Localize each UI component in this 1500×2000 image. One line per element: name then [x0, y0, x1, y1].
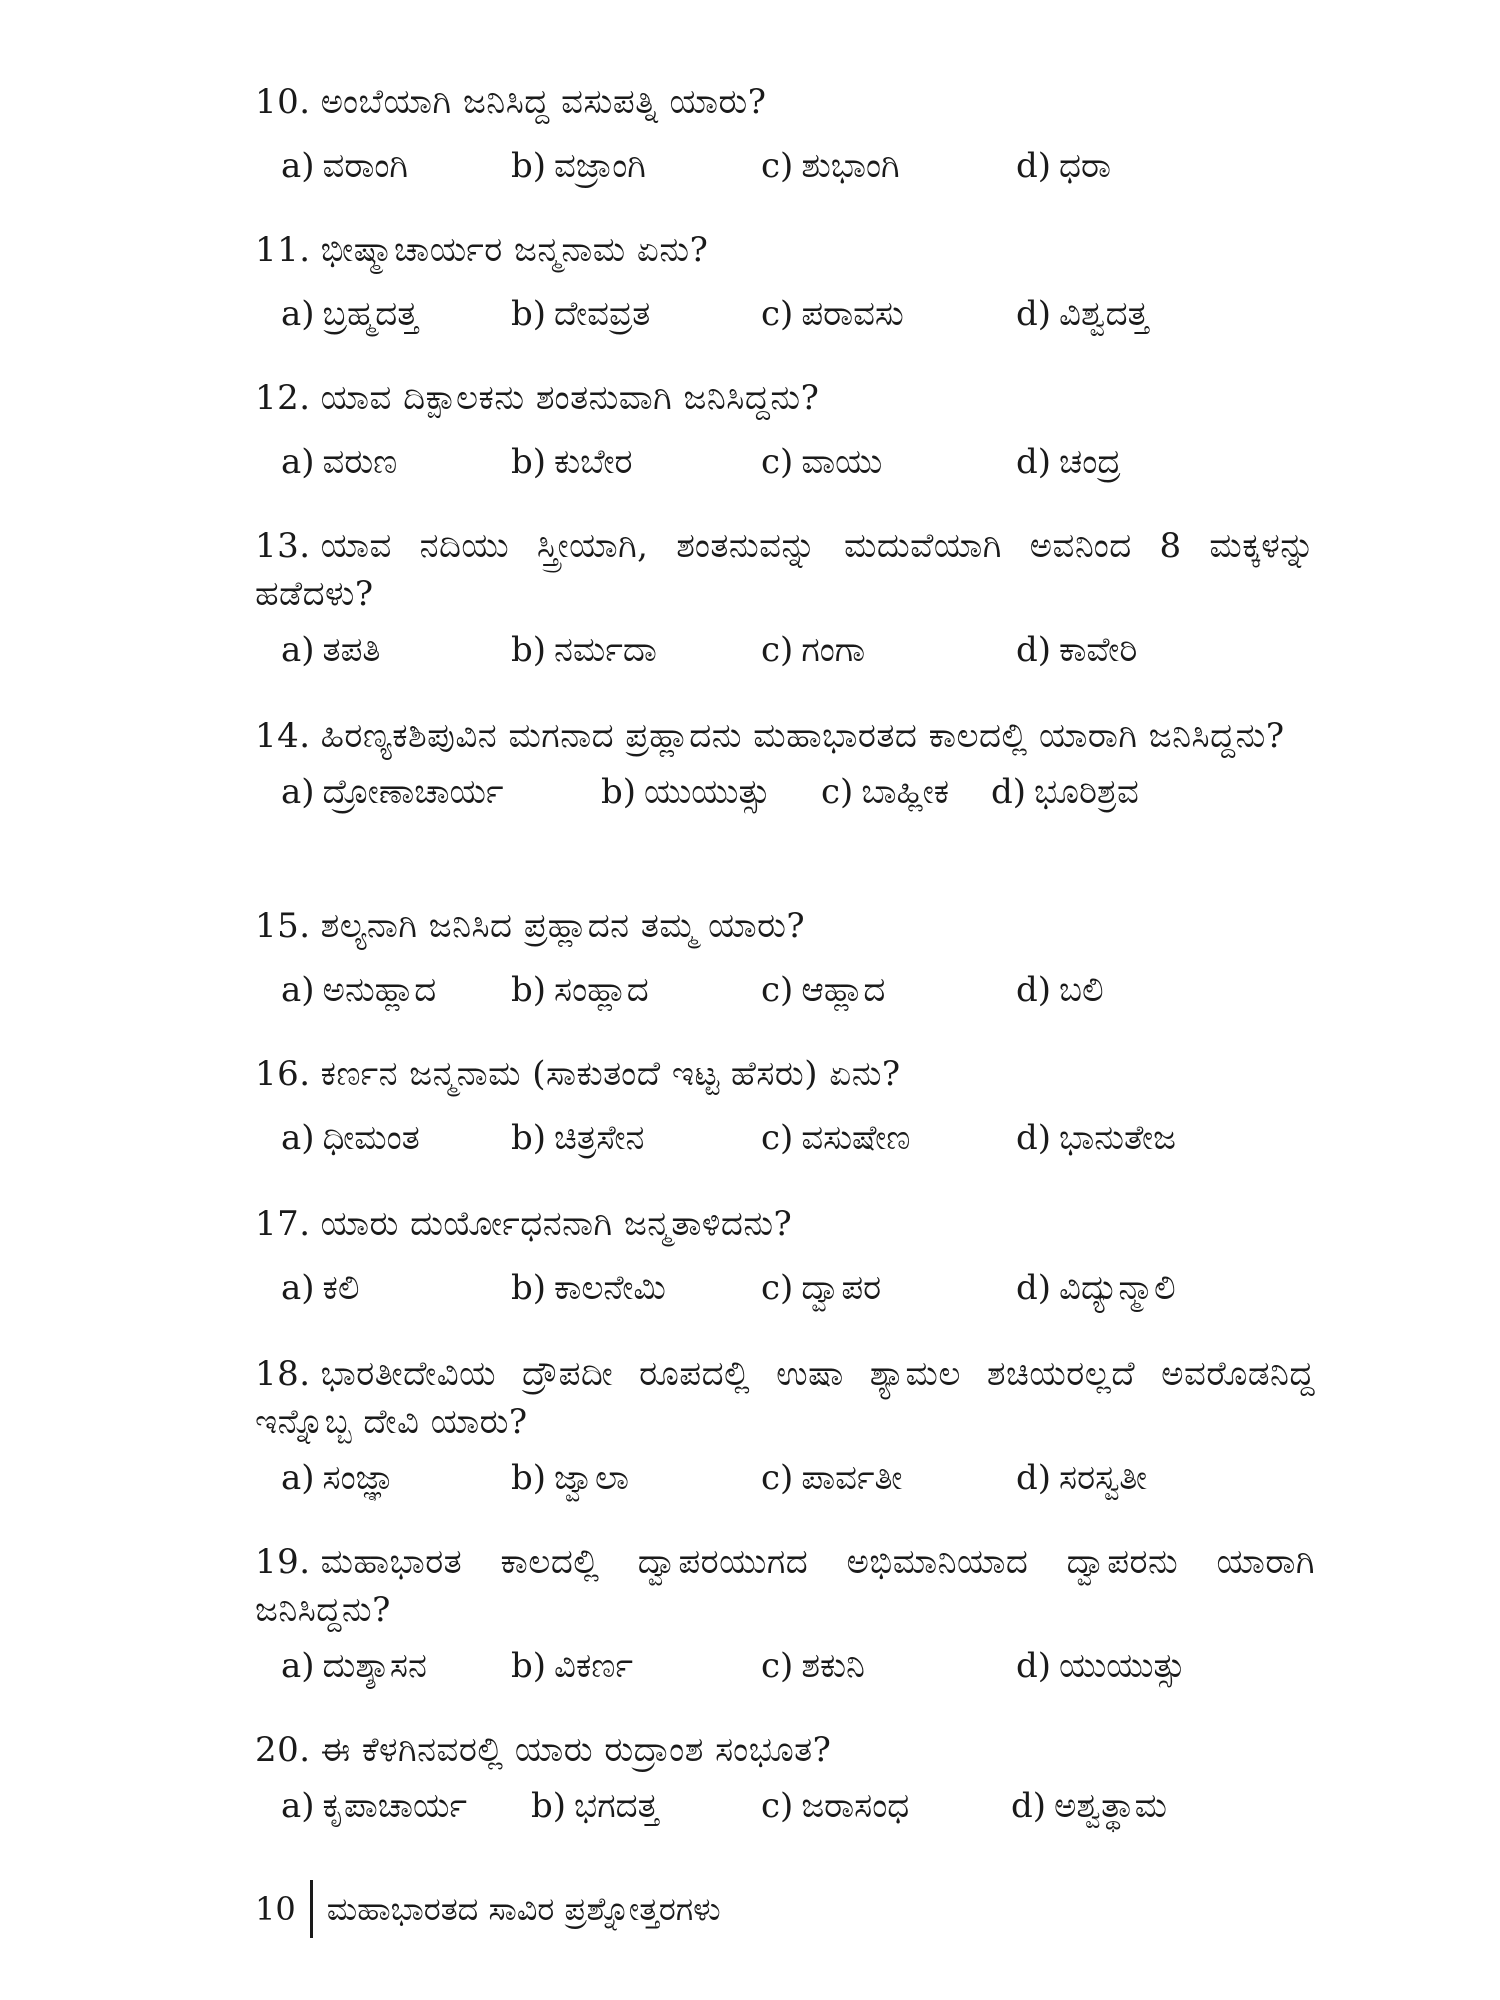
option-c: c) ಆಹ್ಲಾದ: [761, 970, 886, 1010]
question-number: 10.: [255, 82, 311, 122]
question-body: ಮಹಾಭಾರತ ಕಾಲದಲ್ಲಿ ದ್ವಾಪರಯುಗದ ಅಭಿಮಾನಿಯಾದ ದ್ವಾಪರನು ಯಾರಾಗಿ ಜನಿಸಿದ್ದನು?: [255, 1542, 1315, 1630]
option-b: b) ನರ್ಮದಾ: [511, 630, 657, 670]
question-19: [255, 1538, 1315, 1688]
option-d: d) ವಿಶ್ವದತ್ತ: [1016, 294, 1149, 334]
option-b: b) ಕುಬೇರ: [511, 442, 633, 482]
option-d: d) ಭೂರಿಶ್ರವ: [991, 772, 1139, 812]
page-footer: [255, 1880, 721, 1938]
option-a: a) ದ್ರೋಣಾಚಾರ್ಯ: [281, 772, 504, 812]
question-11: [255, 226, 1315, 336]
options-row: [255, 770, 1315, 814]
question-body: ಯಾವ ದಿಕ್ಪಾಲಕನು ಶಂತನುವಾಗಿ ಜನಿಸಿದ್ದನು?: [320, 378, 820, 418]
option-c: c) ವಸುಷೇಣ: [761, 1118, 911, 1158]
question-number: 17.: [255, 1204, 311, 1244]
options-row: [255, 628, 1315, 672]
question-body: ಅಂಬೆಯಾಗಿ ಜನಿಸಿದ್ದ ವಸುಪತ್ನಿ ಯಾರು?: [320, 82, 767, 122]
options-row: [255, 1266, 1315, 1310]
question-number: 16.: [255, 1054, 311, 1094]
option-b: b) ಜ್ವಾಲಾ: [511, 1458, 630, 1498]
question-text: [255, 712, 1315, 760]
option-a: a) ಕಲಿ: [281, 1268, 360, 1308]
option-c: c) ಶುಭಾಂಗಿ: [761, 146, 900, 186]
question-text: [255, 78, 1315, 126]
options-row: [255, 1116, 1315, 1160]
question-20: [255, 1726, 1315, 1828]
option-b: b) ಯುಯುತ್ಸು: [601, 772, 771, 812]
option-b: b) ವಿಕರ್ಣ: [511, 1646, 633, 1686]
options-row: [255, 440, 1315, 484]
question-17: [255, 1200, 1315, 1310]
option-c: c) ಪಾರ್ವತೀ: [761, 1458, 903, 1498]
option-b: b) ಚಿತ್ರಸೇನ: [511, 1118, 645, 1158]
option-c: c) ದ್ವಾಪರ: [761, 1268, 882, 1308]
option-d: d) ಭಾನುತೇಜ: [1016, 1118, 1176, 1158]
question-number: 12.: [255, 378, 311, 418]
option-d: d) ಅಶ್ವತ್ಥಾಮ: [1011, 1786, 1167, 1826]
question-12: [255, 374, 1315, 484]
question-number: 11.: [255, 230, 311, 270]
question-16: [255, 1050, 1315, 1160]
options-row: [255, 1456, 1315, 1500]
question-text: [255, 1350, 1315, 1446]
question-number: 18.: [255, 1354, 311, 1394]
option-b: b) ಸಂಹ್ಲಾದ: [511, 970, 649, 1010]
question-number: 20.: [255, 1730, 311, 1770]
option-d: d) ಬಲಿ: [1016, 970, 1104, 1010]
question-text: [255, 1726, 1315, 1774]
option-a: a) ಧೀಮಂತ: [281, 1118, 420, 1158]
question-text: [255, 1200, 1315, 1248]
question-number: 19.: [255, 1542, 311, 1582]
question-body: ಯಾರು ದುರ್ಯೋಧನನಾಗಿ ಜನ್ಮತಾಳಿದನು?: [320, 1204, 793, 1244]
question-text: [255, 1538, 1315, 1634]
question-text: [255, 902, 1315, 950]
page-number: 10: [255, 1890, 296, 1928]
question-body: ಈ ಕೆಳಗಿನವರಲ್ಲಿ ಯಾರು ರುದ್ರಾಂಶ ಸಂಭೂತ?: [320, 1730, 832, 1770]
question-body: ಯಾವ ನದಿಯು ಸ್ತ್ರೀಯಾಗಿ, ಶಂತನುವನ್ನು ಮದುವೆಯಾಗಿ ಅವನಿಂದ 8 ಮಕ್ಕಳನ್ನು ಹಡೆದಳು?: [255, 526, 1315, 614]
option-b: b) ವಜ್ರಾಂಗಿ: [511, 146, 646, 186]
option-a: a) ತಪತಿ: [281, 630, 381, 670]
option-d: d) ವಿದ್ಯುನ್ಮಾಲಿ: [1016, 1268, 1176, 1308]
option-a: a) ಕೃಪಾಚಾರ್ಯ: [281, 1786, 468, 1826]
option-c: c) ಗಂಗಾ: [761, 630, 866, 670]
question-13: [255, 522, 1315, 672]
options-row: [255, 1784, 1315, 1828]
option-a: a) ವರಾಂಗಿ: [281, 146, 409, 186]
footer-divider: [310, 1880, 313, 1938]
option-a: a) ಸಂಜ್ಞಾ: [281, 1458, 396, 1498]
option-d: d) ಕಾವೇರಿ: [1016, 630, 1138, 670]
question-body: ಶಲ್ಯನಾಗಿ ಜನಿಸಿದ ಪ್ರಹ್ಲಾದನ ತಮ್ಮ ಯಾರು?: [320, 906, 806, 946]
options-row: [255, 144, 1315, 188]
option-c: c) ಬಾಹ್ಲೀಕ: [821, 772, 950, 812]
question-body: ಹಿರಣ್ಯಕಶಿಪುವಿನ ಮಗನಾದ ಪ್ರಹ್ಲಾದನು ಮಹಾಭಾರತದ ಕಾಲದಲ್ಲಿ ಯಾರಾಗಿ ಜನಿಸಿದ್ದನು?: [320, 716, 1285, 756]
option-a: a) ಅನುಹ್ಲಾದ: [281, 970, 437, 1010]
option-a: a) ದುಶ್ಶಾಸನ: [281, 1646, 427, 1686]
option-d: d) ಧರಾ: [1016, 146, 1111, 186]
question-number: 13.: [255, 526, 311, 566]
question-15: [255, 902, 1315, 1012]
question-number: 14.: [255, 716, 311, 756]
options-row: [255, 968, 1315, 1012]
option-b: b) ಕಾಲನೇಮಿ: [511, 1268, 666, 1308]
option-d: d) ಚಂದ್ರ: [1016, 442, 1121, 482]
question-10: [255, 78, 1315, 188]
question-body: ಭೀಷ್ಮಾಚಾರ್ಯರ ಜನ್ಮನಾಮ ಏನು?: [320, 230, 709, 270]
question-text: [255, 226, 1315, 274]
options-row: [255, 1644, 1315, 1688]
question-number: 15.: [255, 906, 311, 946]
running-title: ಮಹಾಭಾರತದ ಸಾವಿರ ಪ್ರಶ್ನೋತ್ತರಗಳು: [326, 1889, 721, 1928]
option-a: a) ಬ್ರಹ್ಮದತ್ತ: [281, 294, 419, 334]
option-b: b) ದೇವವ್ರತ: [511, 294, 651, 334]
option-a: a) ವರುಣ: [281, 442, 398, 482]
option-c: c) ಪರಾವಸು: [761, 294, 904, 334]
option-d: d) ಸರಸ್ವತೀ: [1016, 1458, 1148, 1498]
option-d: d) ಯುಯುತ್ಸು: [1016, 1646, 1186, 1686]
question-body: ಭಾರತೀದೇವಿಯ ದ್ರೌಪದೀ ರೂಪದಲ್ಲಿ ಉಷಾ ಶ್ಯಾಮಲ ಶಚಿಯರಲ್ಲದೆ ಅವರೊಡನಿದ್ದ ಇನ್ನೊಬ್ಬ ದೇವಿ ಯಾರು?: [255, 1354, 1315, 1442]
question-body: ಕರ್ಣನ ಜನ್ಮನಾಮ (ಸಾಕುತಂದೆ ಇಟ್ಟ ಹೆಸರು) ಏನು?: [320, 1054, 901, 1094]
question-text: [255, 522, 1315, 618]
option-c: c) ಜರಾಸಂಧ: [761, 1786, 910, 1826]
question-text: [255, 1050, 1315, 1098]
question-18: [255, 1350, 1315, 1500]
question-text: [255, 374, 1315, 422]
option-c: c) ಶಕುನಿ: [761, 1646, 865, 1686]
option-c: c) ವಾಯು: [761, 442, 883, 482]
option-b: b) ಭಗದತ್ತ: [531, 1786, 659, 1826]
question-14: [255, 712, 1315, 814]
options-row: [255, 292, 1315, 336]
